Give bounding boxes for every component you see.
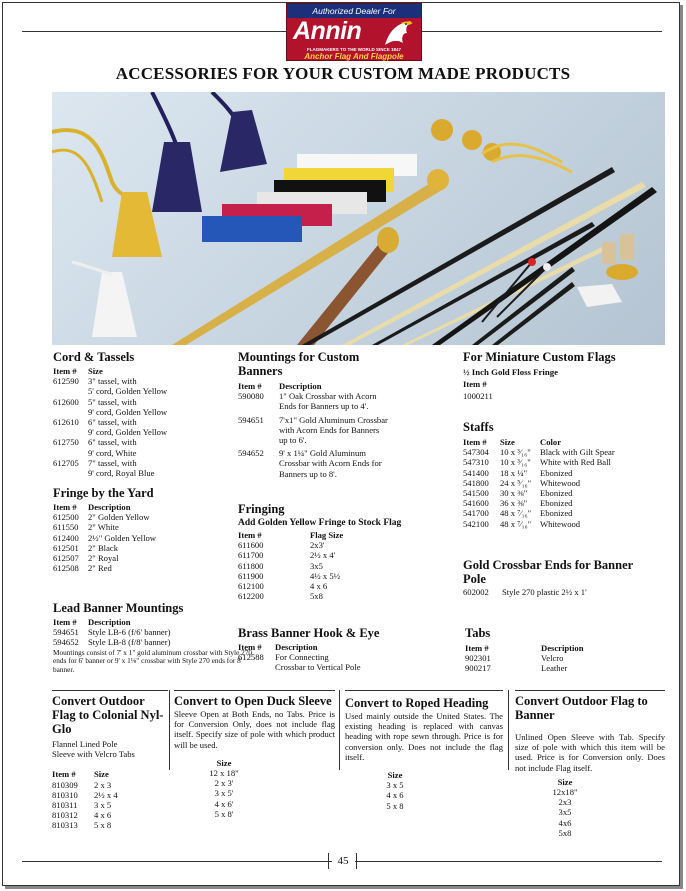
gold-ends-section	[463, 558, 663, 597]
navy-tassel-2	[220, 110, 267, 172]
item-number: 612588	[238, 652, 264, 663]
item-number: 612610	[53, 417, 79, 428]
logo-tagline: FLAGMAKERS TO THE WORLD SINCE 1847	[307, 47, 401, 52]
section-heading: Brass Banner Hook & Eye	[238, 626, 380, 640]
col-header: Description	[279, 381, 322, 391]
annin-logo	[286, 3, 422, 61]
item-description: Style LB-6 (f/6' banner)	[88, 627, 171, 638]
section-heading: Gold Crossbar Ends for Banner Pole	[463, 558, 633, 586]
item-size-line2: 5' cord, Golden Yellow	[88, 386, 168, 397]
item-number: 612501	[53, 542, 79, 553]
item-description: 1" Oak Crossbar with Acorn	[279, 391, 377, 402]
item-number: 612705	[53, 457, 79, 468]
tab-piece	[602, 242, 616, 264]
col-header: Description	[275, 642, 318, 652]
staff-size: 24 x ⁵⁄₁₆"	[500, 477, 532, 488]
size-header: Size	[216, 757, 232, 768]
item-number: 611900	[238, 570, 264, 581]
box-divider	[339, 690, 340, 770]
item-number: 541700	[463, 508, 489, 519]
size-value: 3 x 5'	[214, 788, 234, 799]
size-value: 5 x 8	[386, 800, 404, 811]
item-number: 810311	[52, 800, 78, 811]
flag-size: 4 x 6	[310, 581, 328, 592]
staff-color: Whitewood	[540, 477, 581, 488]
staff-color: Ebonized	[540, 467, 573, 478]
col-header: Item #	[463, 437, 487, 447]
col-header: Item #	[238, 642, 262, 652]
item-description: with Acorn Ends for Banners	[279, 424, 380, 435]
page-number-wrap	[0, 855, 686, 867]
item-number: 1000211	[463, 391, 493, 402]
section-heading: Convert Outdoor Flag to Banner	[515, 694, 648, 722]
banner-box	[515, 690, 665, 850]
item-number: 612507	[53, 553, 79, 564]
staffs-section	[463, 420, 663, 529]
size-value: 3x5	[558, 807, 572, 818]
staff-size: 48 x ⁷⁄₁₆"	[500, 508, 532, 519]
item-size: 5" tassel, with	[88, 396, 137, 407]
navy-tassel	[152, 142, 202, 212]
flag-size: 2x3'	[310, 540, 325, 551]
item-number: 612750	[53, 437, 79, 448]
item-number: 611800	[238, 560, 264, 571]
item-number: 612400	[53, 532, 79, 543]
item-size: 2 x 3	[94, 779, 112, 790]
size-value: 3 x 5	[386, 780, 404, 791]
logo-dealer-text: Authorized Dealer For	[287, 4, 421, 18]
colonial-desc: Flannel Lined Pole	[52, 739, 118, 749]
section-heading: Cord & Tassels	[53, 350, 135, 364]
section-heading: Lead Banner Mountings	[53, 601, 184, 615]
item-number: 541500	[463, 488, 489, 499]
col-header: Item #	[238, 530, 262, 540]
item-description: 2" White	[88, 522, 119, 533]
size-header: Size	[387, 770, 403, 781]
item-size-line2: 9' cord, Golden Yellow	[88, 406, 168, 417]
roped-desc: Used mainly outside the United States. The existing heading is replaced with canvas heading with rope sewn through. Price is for conversion only. Does not include the flag itself.	[345, 711, 503, 762]
col-header: Item #	[238, 381, 262, 391]
col-header: Description	[88, 502, 131, 512]
staff-size: 10 x ³⁄₁₆"	[500, 457, 531, 468]
section-heading: Staffs	[463, 420, 494, 434]
item-description: Crossbar with Acorn Ends for	[279, 458, 382, 469]
col-header: Size	[94, 769, 109, 780]
staff-size: 48 x ⁷⁄₁₆"	[500, 518, 532, 529]
size-value: 5 x 8'	[214, 808, 234, 819]
flag-size: 2½ x 4'	[310, 550, 336, 561]
item-description: Style 270 plastic 2½ x 1'	[502, 587, 587, 597]
item-number: 547304	[463, 447, 489, 458]
item-size: 2½ x 4	[94, 789, 118, 800]
mini-subheading: ½ Inch Gold Floss Fringe	[463, 367, 559, 377]
item-size-line2: 9' cord, Golden Yellow	[88, 427, 168, 438]
item-number: 611600	[238, 540, 264, 551]
white-tassel	[92, 272, 137, 337]
section-heading: Mountings for Custom Banners	[238, 350, 360, 378]
section-heading: Convert to Open Duck Sleeve	[174, 694, 332, 708]
section-heading: Fringing	[238, 502, 285, 516]
item-number: 590080	[238, 391, 264, 402]
fringing-section	[238, 502, 448, 601]
col-header: Item #	[52, 769, 76, 780]
item-number: 594651	[53, 627, 79, 638]
lead-note: Mountings consist of 7' x 1" gold aluminum crossbar with Style 270 ends for 6' banner or 9' x 1⅛" crossbar with Style 270 ends for 8' banner.	[53, 647, 253, 674]
item-description: 2½" Golden Yellow	[88, 532, 156, 543]
size-value: 2 x 3'	[214, 778, 234, 789]
item-number: 612500	[53, 512, 79, 523]
col-header: Item #	[53, 502, 77, 512]
page-number: 45	[332, 855, 355, 867]
item-number: 612200	[238, 591, 264, 602]
col-header: Size	[88, 366, 103, 376]
flag-size: 4½ x 5½	[310, 570, 341, 581]
tabs-section	[465, 626, 665, 674]
size-value: 4x6	[558, 817, 572, 828]
item-size: 6" tassel, with	[88, 437, 137, 448]
item-description: Ends for Banners up to 4'.	[279, 401, 369, 412]
item-number: 611700	[238, 550, 264, 561]
item-description: For Connecting	[275, 652, 329, 663]
section-heading: Convert Outdoor Flag to Colonial Nyl-Glo	[52, 694, 164, 736]
cord-tassels-section	[53, 350, 228, 478]
col-header: Color	[540, 437, 562, 447]
item-number: 541400	[463, 467, 489, 478]
item-number: 810309	[52, 779, 78, 790]
logo-brand: Annin	[293, 17, 362, 45]
item-description: 2" Red	[88, 563, 112, 574]
fringe-yard-section	[53, 486, 228, 573]
item-size: 7" tassel, with	[88, 457, 137, 468]
miniature-section	[463, 350, 663, 401]
col-header: Item #	[53, 617, 77, 627]
flag-size: 5x8	[310, 591, 323, 602]
size-value: 5x8	[558, 827, 572, 838]
item-number: 810310	[52, 789, 78, 800]
staff-color: Black with Gilt Spear	[540, 447, 615, 458]
item-size-line2: 9' cord, White	[88, 447, 137, 458]
item-size-line2: 9' cord, Royal Blue	[88, 468, 155, 479]
roped-heading-box	[345, 690, 503, 850]
hook-eye-section	[238, 626, 448, 673]
box-divider	[169, 690, 170, 770]
staff-size: 36 x ⅜"	[500, 498, 528, 509]
page-title: ACCESSORIES FOR YOUR CUSTOM MADE PRODUCTS	[115, 64, 571, 83]
staff-color: Ebonized	[540, 488, 573, 499]
item-number: 612100	[238, 581, 264, 592]
size-value: 12x18"	[552, 787, 578, 798]
item-description: Banners up to 8'.	[279, 468, 337, 479]
flag-size: 3x5	[310, 560, 323, 571]
colonial-desc: Sleeve with Velcro Tabs	[52, 749, 135, 760]
item-size: 5 x 8	[94, 820, 112, 831]
lead-banner-section	[53, 601, 253, 674]
product-photo	[52, 92, 665, 345]
staff-color: Ebonized	[540, 508, 573, 519]
item-size: 3 x 5	[94, 800, 112, 811]
size-value: 4 x 6'	[214, 798, 234, 809]
item-description: Crossbar to Vertical Pole	[275, 662, 361, 673]
box-divider	[508, 690, 509, 770]
item-number: 611550	[53, 522, 79, 533]
item-number: 900217	[465, 663, 491, 674]
item-description: Leather	[541, 663, 568, 674]
item-description: Style LB-8 (f/8' banner)	[88, 637, 171, 648]
item-description: up to 6'.	[279, 435, 307, 446]
item-number: 542100	[463, 518, 489, 529]
item-number: 612600	[53, 396, 79, 407]
item-number: 594652	[53, 637, 79, 648]
item-description: 2" Golden Yellow	[88, 512, 150, 523]
section-heading: Tabs	[465, 626, 491, 640]
size-value: 2x3	[558, 797, 572, 808]
gold-cord-2	[52, 150, 102, 202]
item-description: 2" Royal	[88, 553, 119, 564]
brass-ball	[431, 119, 453, 141]
size-value: 4 x 6	[386, 790, 404, 801]
item-number: 612590	[53, 376, 79, 387]
section-heading: Fringe by the Yard	[53, 486, 154, 500]
staff-color: Ebonized	[540, 498, 573, 509]
item-size: 6" tassel, with	[88, 417, 137, 428]
staff-size: 10 x ³⁄₁₆"	[500, 447, 531, 458]
item-number: 602002	[463, 587, 489, 597]
item-number: 594651	[238, 414, 264, 425]
staff-white	[342, 182, 646, 345]
col-header: Flag Size	[310, 530, 344, 540]
eagle-icon	[383, 19, 415, 47]
size-header: Size	[557, 776, 573, 787]
col-header: Size	[500, 437, 515, 447]
mountings-section	[238, 350, 448, 479]
item-number: 612508	[53, 563, 79, 574]
item-number: 810313	[52, 820, 78, 831]
item-description: 7'x1" Gold Aluminum Crossbar	[279, 414, 388, 425]
banner-desc: Unlined Open Sleeve with Tab. Specify size of pole with which this item will be used. Price is for Conversion only. Does not include Flag itself.	[515, 732, 665, 773]
col-header: Description	[88, 617, 131, 627]
item-number: 541600	[463, 498, 489, 509]
duck-sleeve-box	[174, 690, 335, 850]
size-value: 12 x 18"	[209, 768, 239, 779]
col-header: Item #	[53, 366, 77, 376]
staff-color: White with Red Ball	[540, 457, 611, 468]
section-heading: For Miniature Custom Flags	[463, 350, 616, 364]
col-header: Description	[541, 643, 584, 653]
item-number: 810312	[52, 810, 78, 821]
staff-size: 30 x ⅜"	[500, 488, 528, 499]
accessories-illustration	[52, 92, 665, 345]
item-description: 9' x 1¼" Gold Aluminum	[279, 448, 366, 459]
item-size: 4 x 6	[94, 810, 112, 821]
item-number: 594652	[238, 448, 264, 459]
staff-size: 18 x ¼"	[500, 467, 528, 478]
col-header: Item #	[465, 643, 489, 653]
fringing-subheading: Add Golden Yellow Fringe to Stock Flag	[238, 518, 402, 528]
logo-subtitle: Anchor Flag And Flagpole	[304, 52, 404, 61]
item-number: 541800	[463, 477, 489, 488]
fringe-royal	[202, 216, 302, 242]
item-description: 2" Black	[88, 542, 118, 553]
col-header: Item #	[463, 379, 487, 389]
colonial-box	[52, 690, 168, 850]
staff-color: Whitewood	[540, 518, 581, 529]
item-size: 3" tassel, with	[88, 376, 137, 387]
item-number: 547310	[463, 457, 489, 468]
item-description: Velcro	[541, 653, 564, 664]
section-heading: Convert to Roped Heading	[345, 696, 489, 710]
item-number: 902301	[465, 653, 491, 664]
duck-desc: Sleeve Open at Both Ends, no Tabs. Price is for Conversion Only, does not include flag itself. Specify size of pole with which product will be used.	[174, 709, 335, 750]
